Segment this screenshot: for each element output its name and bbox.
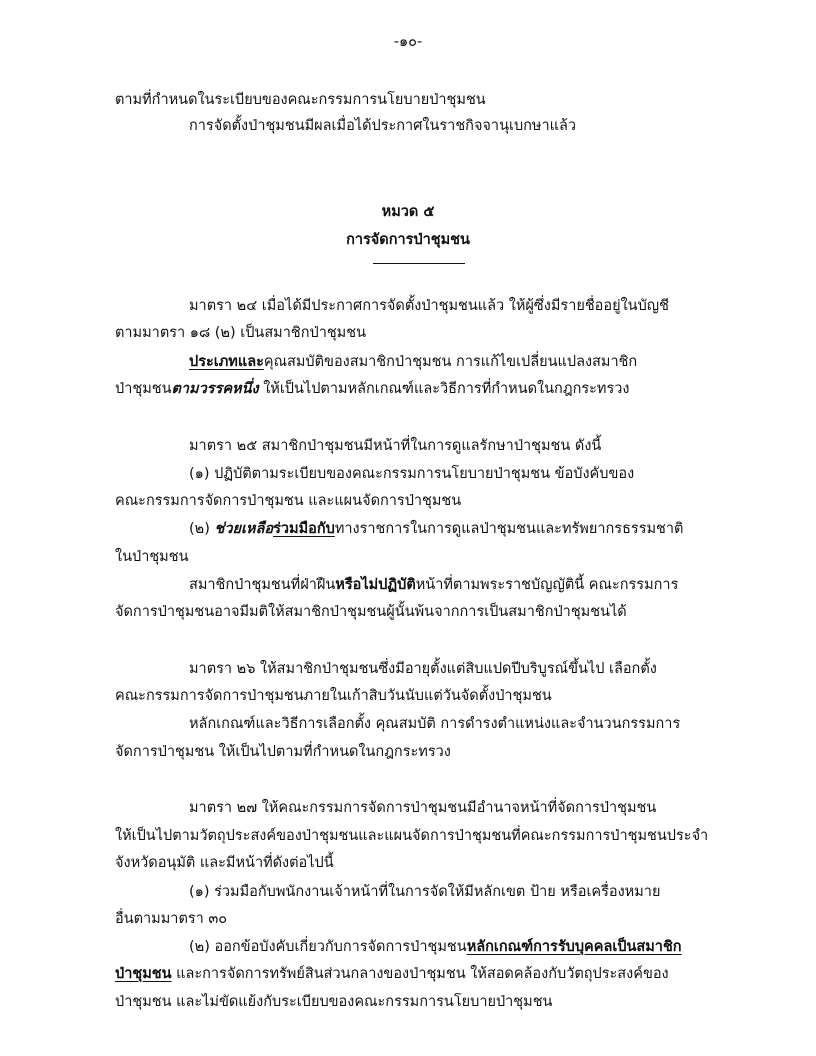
intro-line-2: การจัดตั้งป่าชุมชนมีผลเมื่อได้ประกาศในราชกิจจานุเบกษาแล้ว (189, 118, 576, 134)
s27-item2-line-2: ป่าชุมชน และการจัดการทรัพย์สินส่วนกลางของป่าชุมชน ให้สอดคล้องกับวัตถุประสงค์ของ (115, 966, 669, 982)
s24-line-1: มาตรา ๒๔ เมื่อได้มีประกาศการจัดตั้งป่าชุมชนแล้ว ให้ผู้ซึ่งมีรายชื่ออยู่ในบัญชี (189, 298, 669, 314)
s25-para-inserted-text: หรือไม่ปฏิบัติ (335, 577, 416, 593)
s27-item2-line-3: ป่าชุมชน และไม่ขัดแย้งกับระเบียบของคณะกรรมการนโยบายป่าชุมชน (115, 994, 553, 1010)
chapter-title: การจัดการป่าชุมชน (346, 232, 470, 248)
s25-deleted-text: ช่วยเหลือ (214, 521, 274, 537)
s25-inserted-text: ร่วมมือกับ (273, 521, 335, 537)
intro-line-1: ตามที่กำหนดในระเบียบของคณะกรรมการนโยบายป่าชุมชน (115, 92, 486, 108)
s26-line-4: จัดการป่าชุมชน ให้เป็นไปตามที่กำหนดในกฎกระทรวง (115, 744, 451, 760)
s27-line-1: มาตรา ๒๗ ให้คณะกรรมการจัดการป่าชุมชนมีอำนาจหน้าที่จัดการป่าชุมชน (189, 800, 657, 816)
s25-para-line-1: สมาชิกป่าชุมชนที่ฝ่าฝืนหรือไม่ปฏิบัติหน้าที่ตามพระราชบัญญัตินี้ คณะกรรมการ (189, 577, 679, 593)
s25-item1-line-2: คณะกรรมการจัดการป่าชุมชน และแผนจัดการป่าชุมชน (115, 493, 462, 509)
s27-item1-line-2: อื่นตามมาตรา ๓๐ (115, 911, 228, 927)
s24-deleted-text: ตามวรรคหนึ่ง (171, 381, 259, 397)
s25-item2-line-2: ในป่าชุมชน (115, 549, 189, 565)
s25-item2-line-1: (๒) ช่วยเหลือร่วมมือกับทางราชการในการดูแลป่าชุมชนและทรัพยากรธรรมชาติ (189, 521, 684, 537)
s27-inserted-text-2: ป่าชุมชน (115, 966, 172, 982)
s25-para-line-2: จัดการป่าชุมชนอาจมีมติให้สมาชิกป่าชุมชนผู้นั้นพ้นจากการเป็นสมาชิกป่าชุมชนได้ (115, 604, 627, 620)
s26-line-3: หลักเกณฑ์และวิธีการเลือกตั้ง คุณสมบัติ การดำรงตำแหน่งและจำนวนกรรมการ (189, 716, 681, 732)
s27-inserted-text: หลักเกณฑ์การรับบุคคลเป็นสมาชิก (466, 939, 682, 955)
s27-item1-line-1: (๑) ร่วมมือกับพนักงานเจ้าหน้าที่ในการจัดให้มีหลักเขต ป้าย หรือเครื่องหมาย (189, 884, 661, 900)
chapter-number: หมวด ๕ (381, 204, 435, 220)
s24-line-2: ตามมาตรา ๑๘ (๒) เป็นสมาชิกป่าชุมชน (115, 325, 366, 341)
s25-line-1: มาตรา ๒๕ สมาชิกป่าชุมชนมีหน้าที่ในการดูแลรักษาป่าชุมชน ดังนี้ (189, 438, 602, 454)
s27-line-3: จังหวัดอนุมัติ และมีหน้าที่ดังต่อไปนี้ (115, 855, 334, 871)
s26-line-2: คณะกรรมการจัดการป่าชุมชนภายในเก้าสิบวันนับแต่วันจัดตั้งป่าชุมชน (115, 688, 552, 704)
page-number: -๑๐- (393, 34, 423, 50)
s26-line-1: มาตรา ๒๖ ให้สมาชิกป่าชุมชนซึ่งมีอายุตั้งแต่สิบแปดปีบริบูรณ์ขึ้นไป เลือกตั้ง (189, 661, 657, 677)
chapter-divider (373, 263, 465, 264)
s25-item1-line-1: (๑) ปฏิบัติตามระเบียบของคณะกรรมการนโยบายป่าชุมชน ข้อบังคับของ (189, 466, 635, 482)
s27-line-2: ให้เป็นไปตามวัตถุประสงค์ของป่าชุมชนและแผนจัดการป่าชุมชนที่คณะกรรมการป่าชุมชนประจำ (115, 828, 709, 844)
s24-line-4: ป่าชุมชนตามวรรคหนึ่ง ให้เป็นไปตามหลักเกณฑ์และวิธีการที่กำหนดในกฎกระทรวง (115, 381, 630, 397)
s24-inserted-text: ประเภทและ (189, 354, 264, 370)
s24-line-3: ประเภทและคุณสมบัติของสมาชิกป่าชุมชน การแก้ไขเปลี่ยนแปลงสมาชิก (189, 354, 638, 370)
s27-item2-line-1: (๒) ออกข้อบังคับเกี่ยวกับการจัดการป่าชุมชนหลักเกณฑ์การรับบุคคลเป็นสมาชิก (189, 939, 682, 955)
